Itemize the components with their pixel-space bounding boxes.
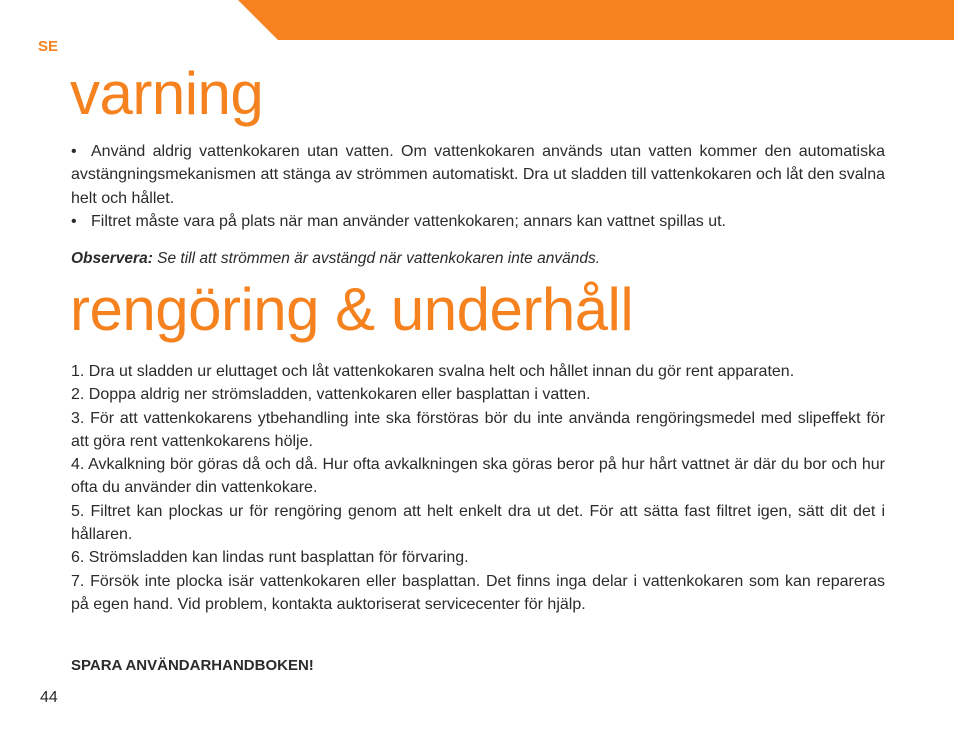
warning-list (71, 140, 885, 233)
warning-bullet-2-text: Filtret måste vara på plats när man använder vattenkokaren; annars kan vattnet spillas ut. (91, 212, 726, 230)
warning-title: varning (70, 60, 264, 127)
cleaning-step-4: 4. Avkalkning bör göras då och då. Hur ofta avkalkningen ska göras beror på hur hårt vattnet är där du bor och hur ofta du använder din vattenkokare. (71, 456, 885, 497)
warning-bullet-1 (71, 140, 885, 210)
cleaning-step-7: 7. Försök inte plocka isär vattenkokaren eller basplattan. Det finns inga delar i vattenkokaren som kan repareras på egen hand. Vid problem, kontakta auktoriserat servicecenter för hjälp. (71, 572, 885, 613)
note-text: Se till att strömmen är avstängd när vattenkokaren inte används. (152, 250, 601, 267)
note-label: Observera: (71, 250, 153, 267)
save-manual-text: SPARA ANVÄNDARHANDBOKEN! (71, 657, 314, 674)
cleaning-step-6: 6. Strömsladden kan lindas runt basplattan för förvaring. (71, 549, 469, 567)
cleaning-steps (71, 360, 885, 616)
page-number: 44 (40, 689, 58, 706)
note (71, 247, 885, 270)
warning-bullet-2 (71, 210, 885, 233)
cleaning-step-1: 1. Dra ut sladden ur eluttaget och låt vattenkokaren svalna helt och hållet innan du gör rent apparaten. (71, 363, 795, 380)
cleaning-title: rengöring & underhåll (70, 276, 634, 343)
header-banner (238, 0, 954, 40)
bullet-marker: • (71, 212, 77, 230)
bullet-marker: • (71, 143, 77, 160)
warning-bullet-1-text: Använd aldrig vattenkokaren utan vatten. Om vattenkokaren används utan vatten kommer den automatiska avstängningsmekanismen att stänga av strömmen automatiskt. Dra ut sladden till vattenkokaren och låt den svalna helt och hållet. (71, 143, 885, 207)
language-label: SE (38, 38, 59, 55)
cleaning-step-2: 2. Doppa aldrig ner strömsladden, vattenkokaren eller basplattan i vatten. (71, 386, 591, 404)
cleaning-step-5: 5. Filtret kan plockas ur för rengöring genom att helt enkelt dra ut det. För att sätta fast filtret igen, sätt dit det i hållaren. (71, 502, 885, 544)
cleaning-step-3: 3. För att vattenkokarens ytbehandling inte ska förstöras bör du inte använda rengöringsmedel med slipeffekt för att göra rent vattenkokarens hölje. (71, 409, 885, 450)
